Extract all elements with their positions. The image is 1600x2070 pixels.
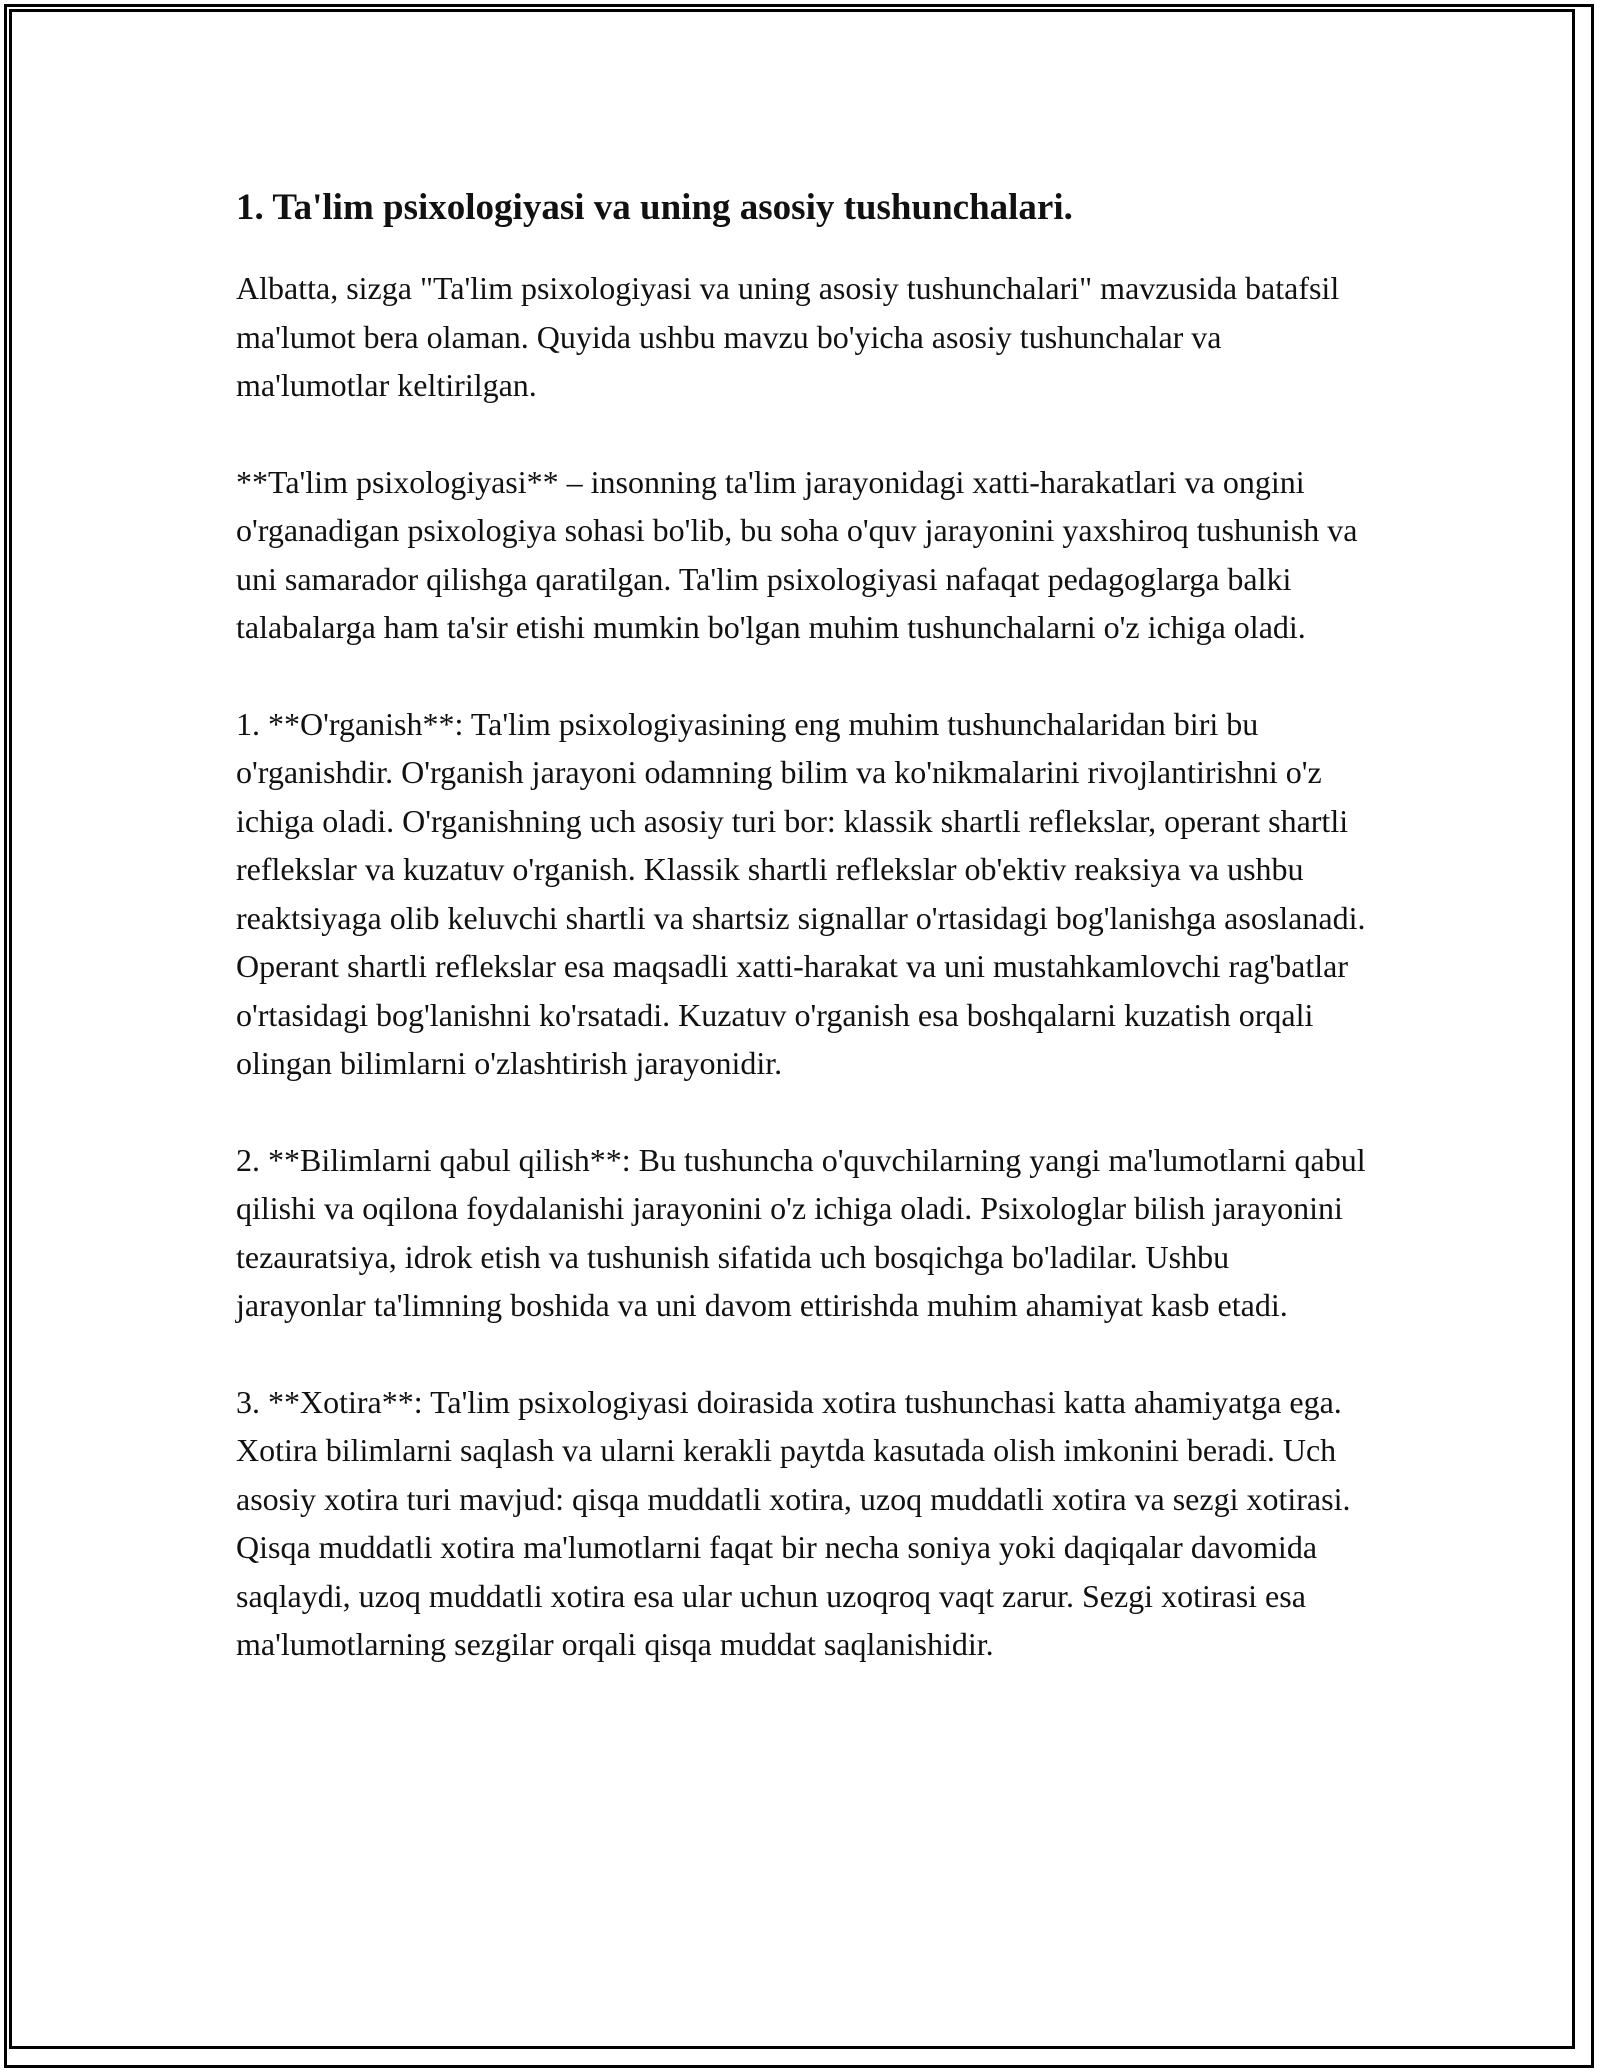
document-body [236, 182, 1366, 1717]
memory-paragraph: 3. **Xotira**: Ta'lim psixologiyasi doirasida xotira tushunchasi katta ahamiyatga ega. Xotira bilimlarni saqlash va ularni kerakli paytda kasutada olish imkonini beradi. Uch asosiy xotira turi mavjud: qisqa muddatli xotira, uzoq muddatli xotira va sezgi xotirasi. Qisqa muddatli xotira ma'lumotlarni faqat bir necha soniya yoki daqiqalar davomida saqlaydi, uzoq muddatli xotira esa ular uchun uzoqroq vaqt zarur. Sezgi xotirasi esa ma'lumotlarning sezgilar orqali qisqa muddat saqlanishidir. [236, 1383, 1351, 1662]
knowledge-paragraph: 2. **Bilimlarni qabul qilish**: Bu tushuncha o'quvchilarning yangi ma'lumotlarni qabul qilishi va oqilona foydalanishi jarayonini o'z ichiga oladi. Psixologlar bilish jarayonini tezauratsiya, idrok etish va tushunish sifatida uch bosqichga bo'ladilar. Ushbu jarayonlar ta'limning boshida va uni davom ettirishda muhim ahamiyat kasb etadi. [236, 1141, 1366, 1323]
document-title: 1. Ta'lim psixologiyasi va uning asosiy tushunchalari. [236, 187, 1073, 228]
definition-paragraph: **Ta'lim psixologiyasi** – insonning ta'lim jarayonidagi xatti-harakatlari va ongini o'rganadigan psixologiya sohasi bo'lib, bu soha o'quv jarayonini yaxshiroq tushunish va uni samarador qilishga qaratilgan. Ta'lim psixologiyasi nafaqat pedagoglarga balki talabalarga ham ta'sir etishi mumkin bo'lgan muhim tushunchalarni o'z ichiga oladi. [236, 463, 1358, 645]
intro-paragraph: Albatta, sizga "Ta'lim psixologiyasi va uning asosiy tushunchalari" mavzusida batafsil ma'lumot bera olaman. Quyida ushbu mavzu bo'yicha asosiy tushunchalar va ma'lumotlar keltirilgan. [236, 270, 1340, 403]
learning-paragraph: 1. **O'rganish**: Ta'lim psixologiyasining eng muhim tushunchalaridan biri bu o'rganishdir. O'rganish jarayoni odamning bilim va ko'nikmalarini rivojlantirishni o'z ichiga oladi. O'rganishning uch asosiy turi bor: klassik shartli reflekslar, operant shartli reflekslar va kuzatuv o'rganish. Klassik shartli reflekslar ob'ektiv reaksiya va ushbu reaktsiyaga olib keluvchi shartli va shartsiz signallar o'rtasidagi bog'lanishga asoslanadi. Operant shartli reflekslar esa maqsadli xatti-harakat va uni mustahkamlovchi rag'batlar o'rtasidagi bog'lanishni ko'rsatadi. Kuzatuv o'rganish esa boshqalarni kuzatish orqali olingan bilimlarni o'zlashtirish jarayonidir. [236, 705, 1366, 1081]
